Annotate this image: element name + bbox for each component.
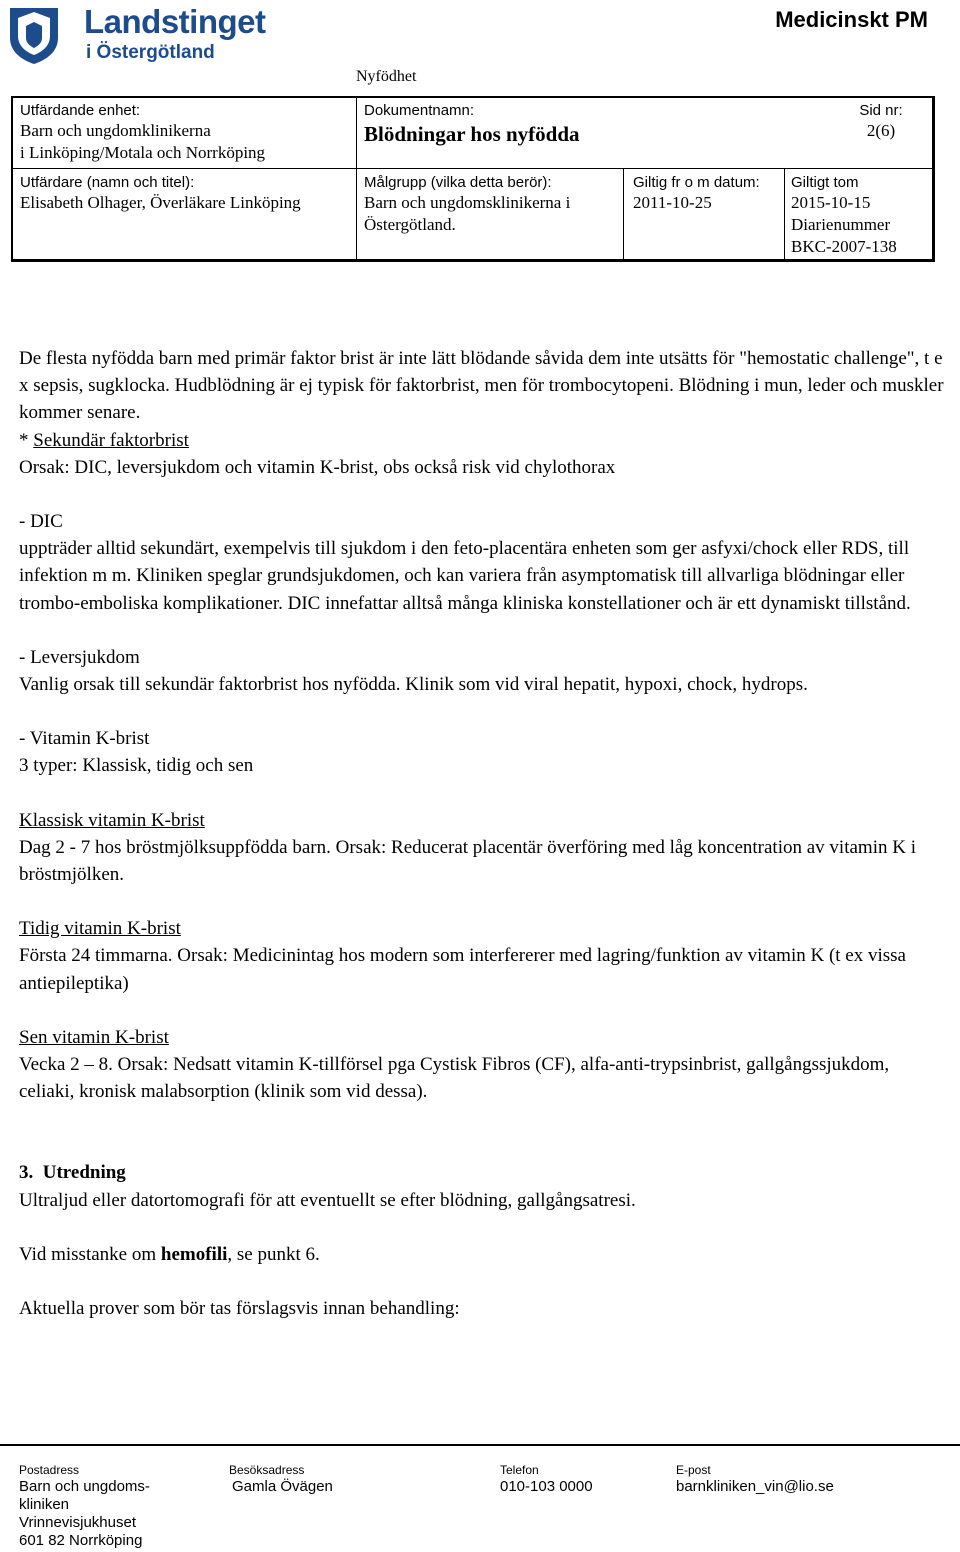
visit-address: Gamla Övägen: [232, 1478, 333, 1495]
valid-to-cell: [791, 173, 897, 258]
table-divider: [13, 168, 934, 169]
target-line1: Barn och ungdomsklinikerna i: [364, 193, 571, 212]
target-cell: [364, 173, 570, 236]
early-heading: Tidig vitamin K-brist: [19, 918, 181, 940]
postal-line1: Barn och ungdoms-: [19, 1478, 150, 1495]
diarie-number: BKC-2007-138: [791, 237, 897, 256]
document-body: [19, 345, 944, 1322]
docname-cell: [364, 101, 580, 148]
postal-label: Postadress: [19, 1463, 80, 1477]
liver-paragraph: Vanlig orsak till sekundär faktorbrist hos nyfödda. Klinik som vid viral hepatit, hypoxi, chock, hydrops.: [19, 674, 808, 696]
issuer-line2: i Linköping/Motala och Norrköping: [20, 143, 266, 162]
footer-email: [676, 1462, 834, 1496]
issuer-cell: [20, 101, 265, 164]
liver-heading: - Leversjukdom: [19, 646, 140, 668]
postal-line3: Vrinnevisjukhuset: [19, 1514, 137, 1531]
target-line2: Östergötland.: [364, 215, 456, 234]
hemophilia-term: hemofili: [160, 1243, 228, 1265]
secondary-cause: Orsak: DIC, leversjukdom och vitamin K-brist, obs också risk vid chylothorax: [19, 456, 616, 478]
late-heading: Sen vitamin K-brist: [19, 1026, 169, 1048]
postal-line2: kliniken: [19, 1496, 70, 1513]
organization-logo: [6, 2, 306, 68]
email-address: barnkliniken_vin@lio.se: [676, 1478, 834, 1495]
late-paragraph: Vecka 2 – 8. Orsak: Nedsatt vitamin K-tillförsel pga Cystisk Fibros (CF), alfa-anti-trypsinbrist, gallgångssjukdom, celiaki, kronisk malabsorption (klinik som vid dessa).: [19, 1054, 890, 1103]
valid-from-label: Giltig fr o m datum:: [633, 174, 760, 191]
author-name: Elisabeth Olhager, Överläkare Linköping: [20, 193, 301, 212]
footer-visit: [229, 1462, 333, 1496]
vitk-paragraph: 3 typer: Klassisk, tidig och sen: [19, 755, 254, 777]
footer-postal: [19, 1462, 150, 1550]
visit-label: Besöksadress: [229, 1463, 305, 1477]
document-title: Blödningar hos nyfödda: [364, 122, 580, 146]
document-type: Medicinskt PM: [775, 7, 928, 32]
secondary-heading: Sekundär faktorbrist: [33, 429, 189, 451]
valid-to-date: 2015-10-15: [791, 193, 871, 212]
table-divider: [623, 168, 624, 261]
diarie-label: Diarienummer: [791, 215, 891, 234]
landstinget-emblem-icon: [6, 4, 62, 66]
tests-paragraph: Aktuella prover som bör tas förslagsvis innan behandling:: [19, 1298, 460, 1320]
page-number: 2(6): [866, 121, 896, 140]
docname-label: Dokumentnamn:: [364, 102, 475, 119]
phone-label: Telefon: [500, 1463, 539, 1477]
vitk-heading: - Vitamin K-brist: [19, 728, 150, 750]
phone-number: 010-103 0000: [500, 1478, 593, 1495]
postal-line4: 601 82 Norrköping: [19, 1532, 143, 1549]
secondary-heading-line: [19, 427, 944, 454]
hemophilia-text-before: Vid misstanke om: [19, 1243, 161, 1265]
page-label: Sid nr:: [859, 102, 903, 119]
target-label: Målgrupp (vilka detta berör):: [364, 174, 552, 191]
logo-name: Landstinget: [84, 3, 266, 40]
hemophilia-line: [19, 1241, 944, 1268]
hemophilia-text-after: , se punkt 6.: [227, 1243, 320, 1265]
section-paragraph: Ultraljud eller datortomografi för att eventuellt se efter blödning, gallgångsatresi.: [19, 1189, 636, 1211]
table-divider: [356, 98, 357, 261]
issuer-line1: Barn och ungdomklinikerna: [20, 121, 211, 140]
issuer-label: Utfärdande enhet:: [20, 102, 141, 119]
table-divider: [784, 168, 785, 261]
dic-paragraph: uppträder alltid sekundärt, exempelvis till sjukdom i den feto-placentära enheten som ger asfyxi/chock eller RDS, till infektion m m. Kliniken speglar grundsjukdomen, och kan variera från asymptomatisk till allvarliga blödningar eller trombo-emboliska komplikationer. DIC innefattar alltså många kliniska konstellationer och är ett dynamiskt tillstånd.: [19, 538, 911, 614]
classic-heading: Klassisk vitamin K-brist: [19, 809, 205, 831]
dic-heading: - DIC: [19, 511, 63, 533]
section-heading: [19, 1159, 944, 1186]
footer-divider: [0, 1444, 960, 1446]
valid-from-date: 2011-10-25: [633, 193, 712, 212]
logo-subtitle: i Östergötland: [86, 42, 215, 63]
section-number: 3.: [19, 1162, 34, 1184]
email-label: E-post: [676, 1463, 711, 1477]
page-cell: [833, 101, 929, 142]
author-label: Utfärdare (namn och titel):: [20, 174, 195, 191]
section-title: Utredning: [42, 1162, 126, 1184]
early-paragraph: Första 24 timmarna. Orsak: Medicinintag hos modern som interfererer med lagring/funktion av vitamin K (t ex vissa antiepileptika): [19, 945, 906, 994]
document-category: Nyfödhet: [356, 68, 417, 85]
valid-to-label: Giltigt tom: [791, 174, 859, 191]
classic-paragraph: Dag 2 - 7 hos bröstmjölksuppfödda barn. Orsak: Reducerat placentär överföring med låg koncentration av vitamin K i bröstmjölken.: [19, 836, 916, 886]
valid-from-cell: [633, 173, 760, 214]
footer-phone: [500, 1462, 593, 1496]
intro-paragraph: De flesta nyfödda barn med primär faktor brist är inte lätt blödande såvida dem inte utsätts för "hemostatic challenge", t e x sepsis, sugklocka. Hudblödning är ej typisk för faktorbrist, men för trombocytopeni. Blödning i mun, leder och muskler kommer senare.: [19, 348, 944, 424]
author-cell: [20, 173, 301, 214]
document-info-table: [11, 96, 935, 262]
bullet-marker: *: [19, 429, 34, 451]
